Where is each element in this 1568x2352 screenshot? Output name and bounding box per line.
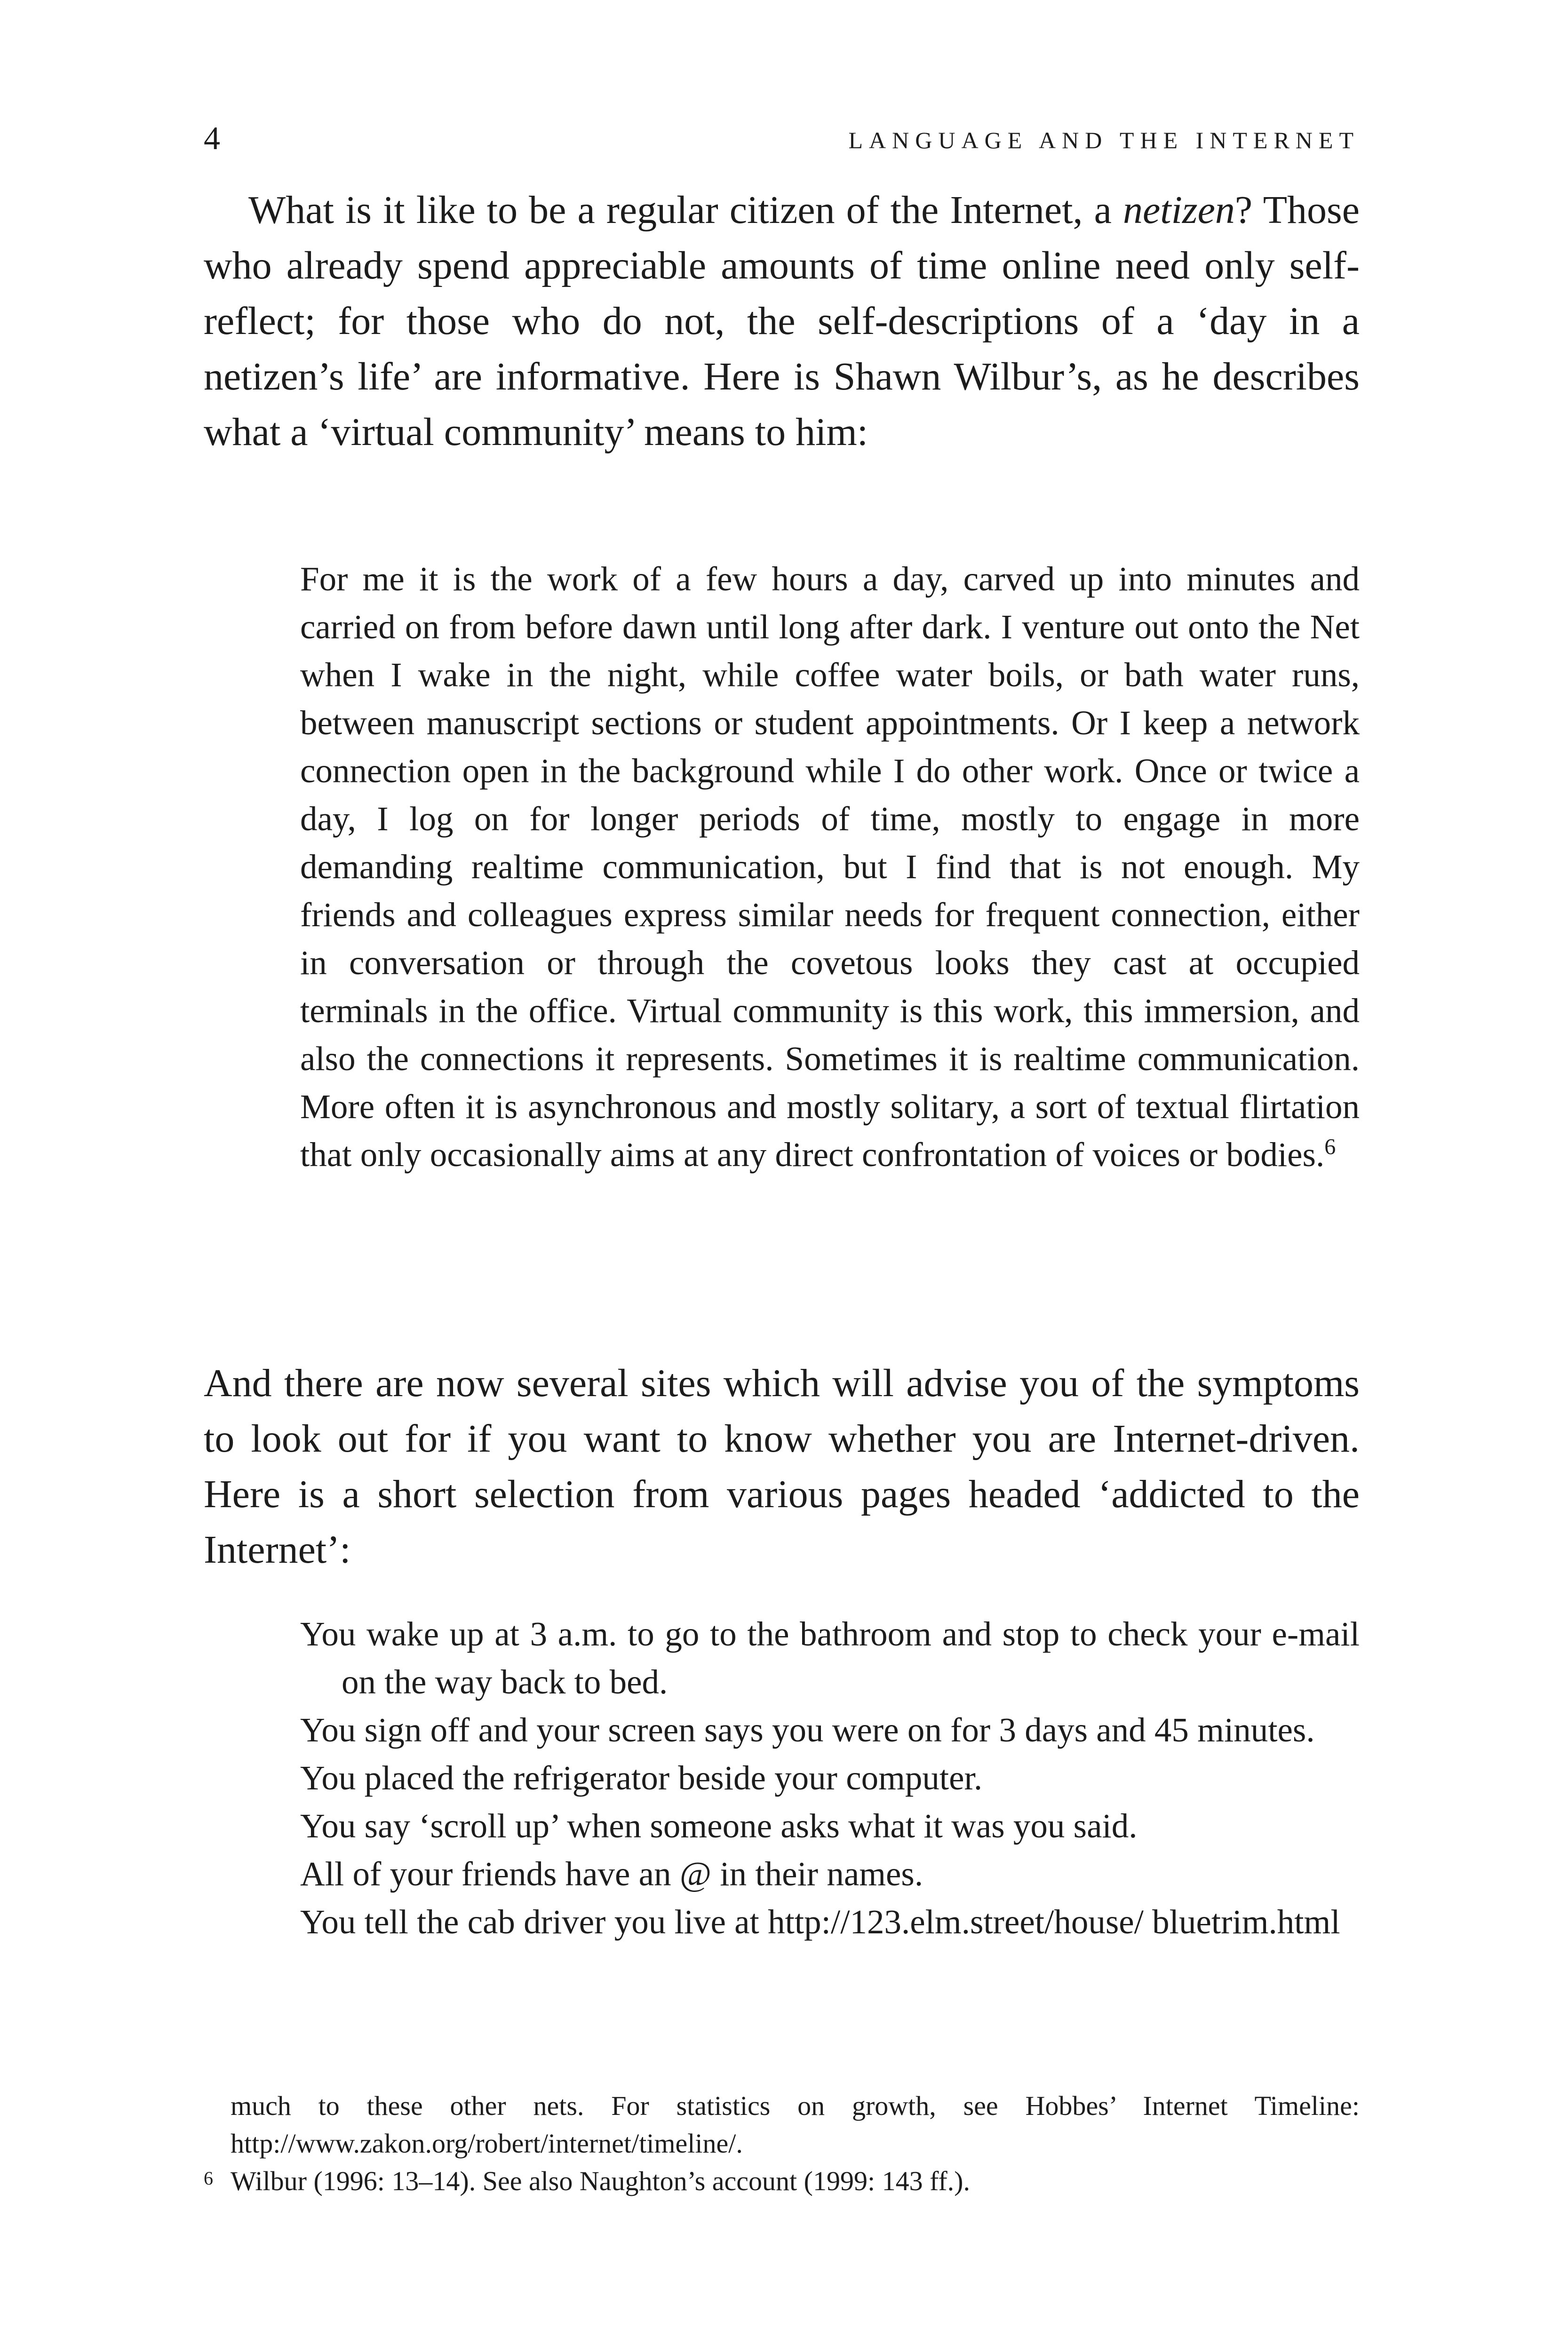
para-1-text-a: What is it like to be a regular citizen of the Internet, a (248, 188, 1123, 232)
list-item: You placed the refrigerator beside your computer. (300, 1759, 983, 1797)
body-paragraph-1 (204, 183, 1360, 460)
list-item: All of your friends have an @ in their names. (300, 1855, 923, 1893)
footnote-continued: much to these other nets. For statistics on growth, see Hobbes’ Internet Timeline: http://www.zakon.org/robert/internet/timeline/. (231, 2090, 1360, 2159)
para-1-text-b: ? Those who already spend appreciable amounts of time online need only self-reflect; for those who do not, the self-descriptions of a ‘day in a netizen’s life’ are informative. Here is Shawn Wilbur’s, as he describes what a ‘virtual community’ means to him: (204, 188, 1360, 454)
para-1-italic-netizen: netizen (1122, 188, 1235, 232)
block-quote (300, 555, 1360, 1179)
block-quote-text: For me it is the work of a few hours a day, carved up into minutes and carried on from before dawn until long after dark. I venture out onto the Net when I wake in the night, while coffee water boils, or bath water runs, between manuscript sections or student appointments. Or I keep a network connection open in the background while I do other work. Once or twice a day, I log on for longer periods of time, mostly to engage in more demanding realtime communication, but I find that is not enough. My friends and colleagues express similar needs for frequent connection, either in conversation or through the covetous looks they cast at occupied terminals in the office. Virtual community is this work, this immersion, and also the connections it represents. Sometimes it is realtime communication. More often it is asynchronous and mostly solitary, a sort of textual flirtation that only occasionally aims at any direct confrontation of voices or bodies. (300, 560, 1360, 1174)
page-number: 4 (204, 120, 220, 157)
footnote-6-number: 6 (204, 2168, 213, 2189)
list-item: You say ‘scroll up’ when someone asks what it was you said. (300, 1807, 1138, 1845)
footnote-6-text: Wilbur (1996: 13–14). See also Naughton’s account (1999: 143 ff.). (231, 2166, 970, 2196)
page-header (204, 120, 1360, 172)
body-paragraph-2: And there are now several sites which will advise you of the symptoms to look out for if you want to know whether you are Internet-driven. Here is a short selection from various pages headed ‘addicted to the Internet’: (204, 1361, 1360, 1572)
footnotes (204, 2087, 1360, 2200)
running-title: LANGUAGE AND THE INTERNET (848, 127, 1360, 153)
footnote-ref-6: 6 (1324, 1134, 1336, 1160)
addiction-symptoms-list (300, 1610, 1360, 1946)
footnote-6 (204, 2162, 1360, 2200)
list-item: You tell the cab driver you live at http://123.elm.street/house/ bluetrim.html (300, 1903, 1340, 1941)
list-item: You sign off and your screen says you were on for 3 days and 45 minutes. (300, 1711, 1315, 1749)
list-item: You wake up at 3 a.m. to go to the bathroom and stop to check your e-mail on the way back to bed. (300, 1615, 1360, 1701)
